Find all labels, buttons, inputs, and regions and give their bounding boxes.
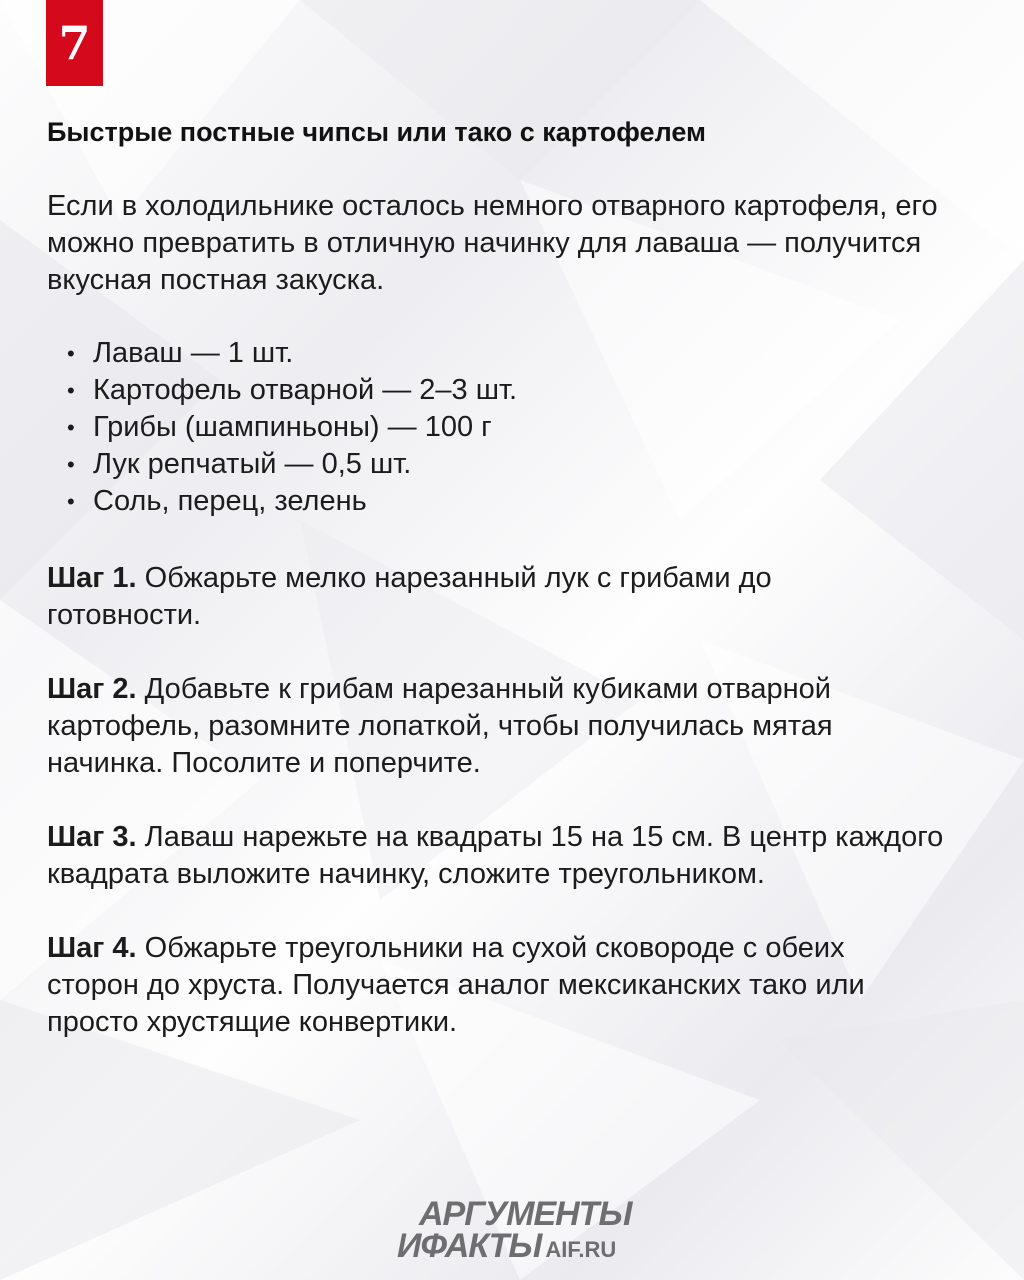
recipe-title: Быстрые постные чипсы или тако с картофелем (47, 117, 706, 147)
step-label: Шаг 4. (47, 932, 137, 964)
step-2 (47, 671, 877, 782)
step-text: Обжарьте треугольники на сухой сковороде с обеих сторон до хруста. Получается аналог мексиканских тако или просто хрустящие конвертики. (47, 932, 865, 1038)
ingredients-list (67, 335, 947, 520)
ingredient-item: • Лук репчатый — 0,5 шт. (67, 446, 947, 483)
logo-site: AIF.RU (545, 1237, 617, 1263)
ingredient-item: • Лаваш — 1 шт. (67, 335, 947, 372)
step-label: Шаг 2. (47, 673, 137, 705)
recipe-intro: Если в холодильнике осталось немного отварного картофеля, его можно превратить в отличную начинку для лаваша — получится вкусная постная закуска. (47, 190, 938, 296)
logo-line-1: АРГУМЕНТЫ (419, 1195, 632, 1233)
ingredient-item: • Грибы (шампиньоны) — 100 г (67, 409, 947, 446)
aif-logo (397, 1195, 632, 1266)
step-1 (47, 560, 877, 634)
ingredient-item: • Картофель отварной — 2–3 шт. (67, 372, 947, 409)
bullet-icon: • (67, 341, 75, 366)
step-3 (47, 819, 947, 893)
bullet-icon: • (67, 489, 75, 514)
logo-line-2: ИФАКТЫ AIF.RU (397, 1227, 617, 1266)
card-number-badge: 7 (46, 0, 103, 86)
bullet-icon: • (67, 415, 75, 440)
step-text: Обжарьте мелко нарезанный лук с грибами до готовности. (47, 562, 772, 631)
step-label: Шаг 3. (47, 821, 137, 853)
step-text: Лаваш нарежьте на квадраты 15 на 15 см. В центр каждого квадрата выложите начинку, сложите треугольником. (47, 821, 944, 890)
step-4 (47, 930, 927, 1041)
step-label: Шаг 1. (47, 562, 137, 594)
step-text: Добавьте к грибам нарезанный кубиками отварной картофель, разомните лопаткой, чтобы получилась мятая начинка. Посолите и поперчите. (47, 673, 833, 779)
bullet-icon: • (67, 452, 75, 477)
ingredient-item: • Соль, перец, зелень (67, 483, 947, 520)
bullet-icon: • (67, 378, 75, 403)
recipe-card (47, 112, 947, 1041)
